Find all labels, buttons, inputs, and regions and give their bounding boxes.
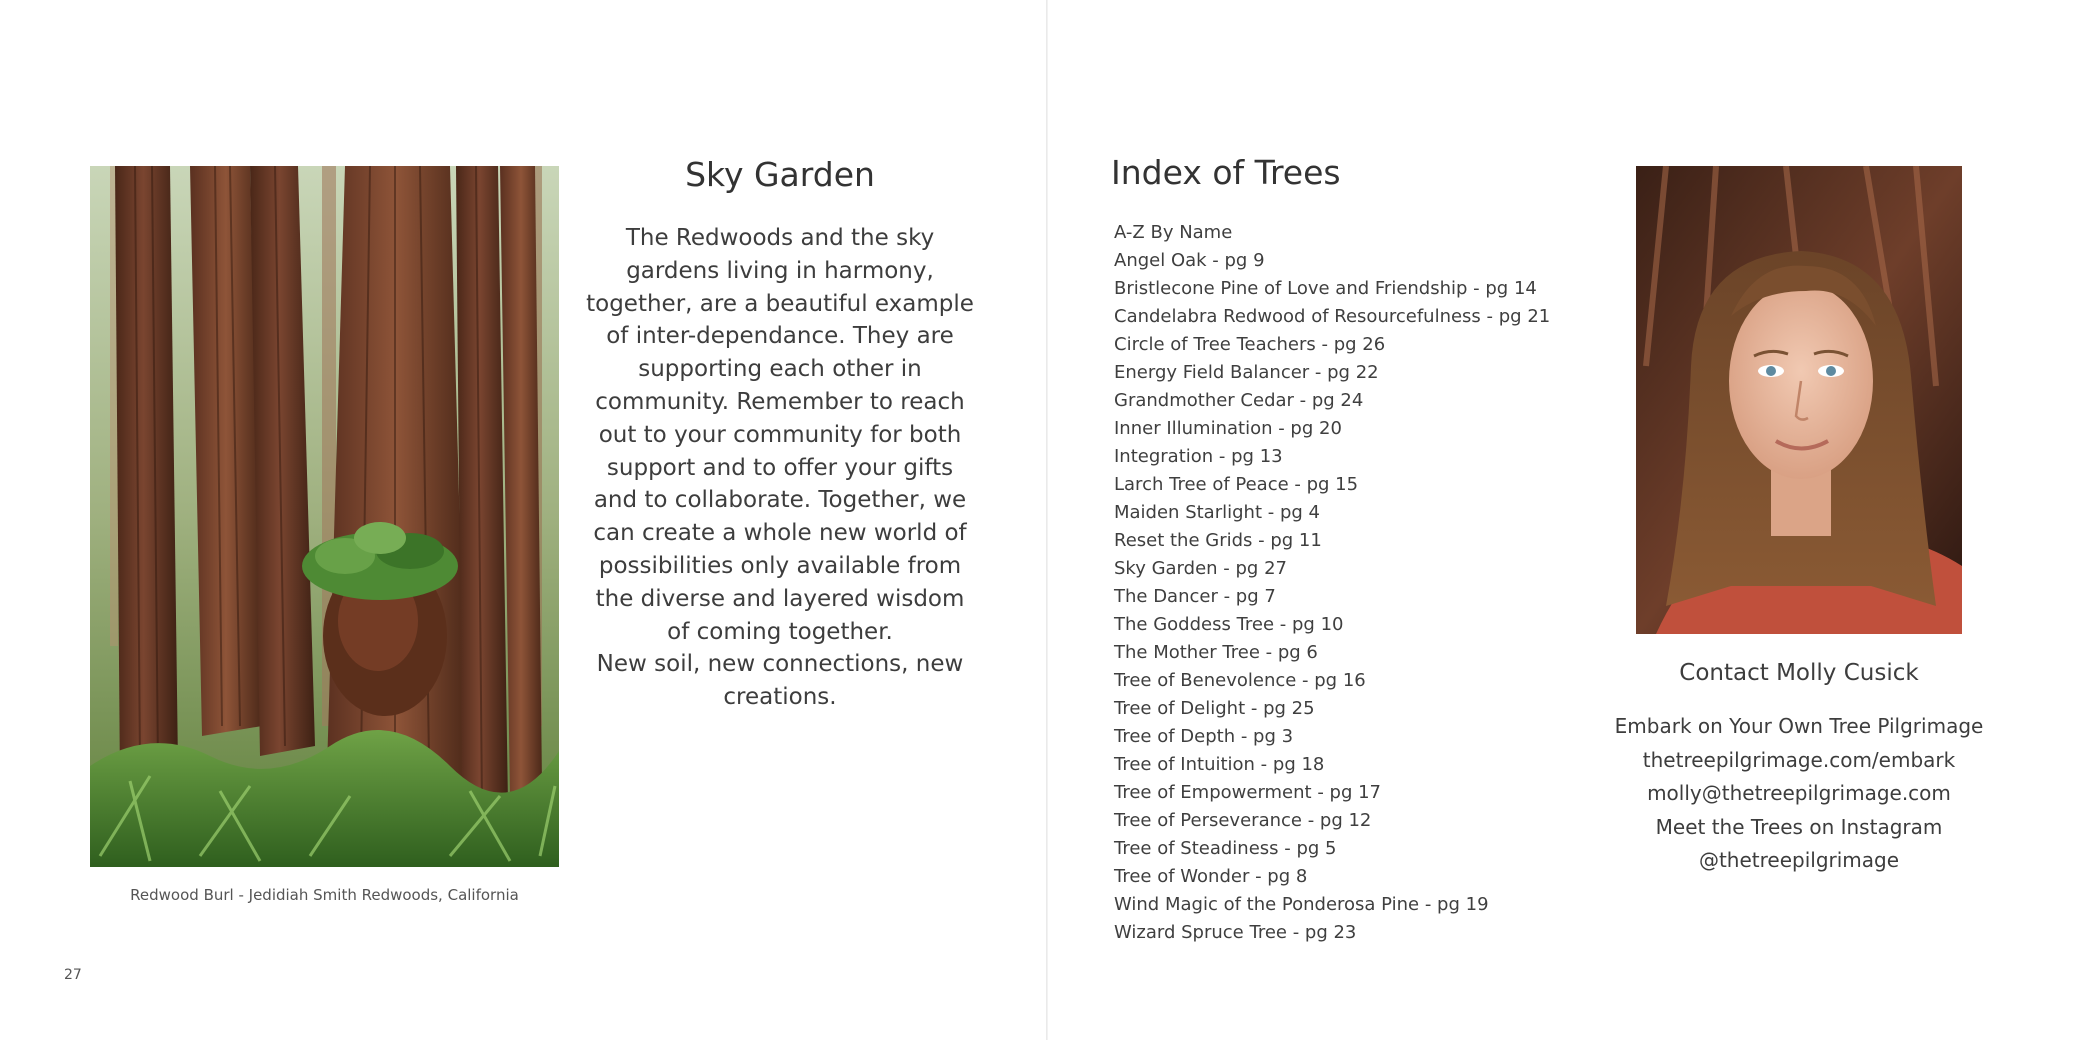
index-entry: Reset the Grids - pg 11	[1114, 530, 1322, 551]
contact-block	[1590, 660, 2008, 878]
index-entry: Wind Magic of the Ponderosa Pine - pg 19	[1114, 894, 1489, 915]
section-title: Sky Garden	[685, 155, 875, 194]
index-entry: The Goddess Tree - pg 10	[1114, 614, 1344, 635]
index-entry: Tree of Wonder - pg 8	[1114, 866, 1308, 887]
index-entry: Tree of Depth - pg 3	[1114, 726, 1294, 747]
index-entry: Circle of Tree Teachers - pg 26	[1114, 334, 1386, 355]
index-entry: Tree of Intuition - pg 18	[1114, 754, 1325, 775]
index-entry: Angel Oak - pg 9	[1114, 250, 1265, 271]
index-entry: Larch Tree of Peace - pg 15	[1114, 474, 1359, 495]
index-title: Index of Trees	[1111, 153, 1341, 192]
page-number: 27	[64, 967, 82, 983]
index-entry: Grandmother Cedar - pg 24	[1114, 390, 1364, 411]
index-entry: Bristlecone Pine of Love and Friendship - pg 14	[1114, 278, 1537, 299]
index-entry: Integration - pg 13	[1114, 446, 1283, 467]
index-entry: Tree of Benevolence - pg 16	[1114, 670, 1366, 691]
index-list	[1114, 219, 1550, 947]
index-entry: The Dancer - pg 7	[1114, 586, 1276, 607]
index-entry: Tree of Delight - pg 25	[1114, 698, 1315, 719]
contact-instagram-text: Meet the Trees on Instagram	[1655, 814, 1943, 839]
body-paragraph: The Redwoods and the sky gardens living in harmony, together, are a beautiful example of inter-dependance. They are supporting each other in community. Remember to reach out to your community for both support and to offer your gifts and to collaborate. Together, we can create a whole new world of possibilities only available from the diverse and layered wisdom of coming together.	[586, 225, 974, 645]
index-entry: Tree of Perseverance - pg 12	[1114, 810, 1372, 831]
index-entry: Inner Illumination - pg 20	[1114, 418, 1342, 439]
contact-website-link[interactable]: thetreepilgrimage.com/embark	[1642, 747, 1956, 772]
body-paragraph: New soil, new connections, new creations.	[596, 651, 964, 711]
contact-email-link[interactable]: molly@thetreepilgrimage.com	[1647, 781, 1951, 805]
contact-pilgrimage-text: Embark on Your Own Tree Pilgrimage	[1614, 714, 1984, 738]
index-entry: The Mother Tree - pg 6	[1114, 642, 1318, 663]
redwood-burl-photo	[90, 166, 559, 867]
index-entry: A-Z By Name	[1114, 222, 1233, 243]
author-portrait-photo	[1636, 166, 1962, 634]
contact-title: Contact Molly Cusick	[1679, 660, 1919, 686]
photo-caption: Redwood Burl - Jedidiah Smith Redwoods, California	[130, 886, 519, 904]
index-entry: Tree of Empowerment - pg 17	[1114, 782, 1382, 803]
index-entry: Maiden Starlight - pg 4	[1114, 502, 1320, 523]
index-entry: Energy Field Balancer - pg 22	[1114, 362, 1379, 383]
index-entry: Tree of Steadiness - pg 5	[1114, 838, 1337, 859]
section-body	[582, 222, 978, 714]
index-entry: Sky Garden - pg 27	[1114, 558, 1287, 579]
index-entry: Candelabra Redwood of Resourcefulness - pg 21	[1114, 306, 1551, 327]
index-entry: Wizard Spruce Tree - pg 23	[1114, 922, 1357, 943]
contact-instagram-handle[interactable]: @thetreepilgrimage	[1698, 848, 1900, 872]
